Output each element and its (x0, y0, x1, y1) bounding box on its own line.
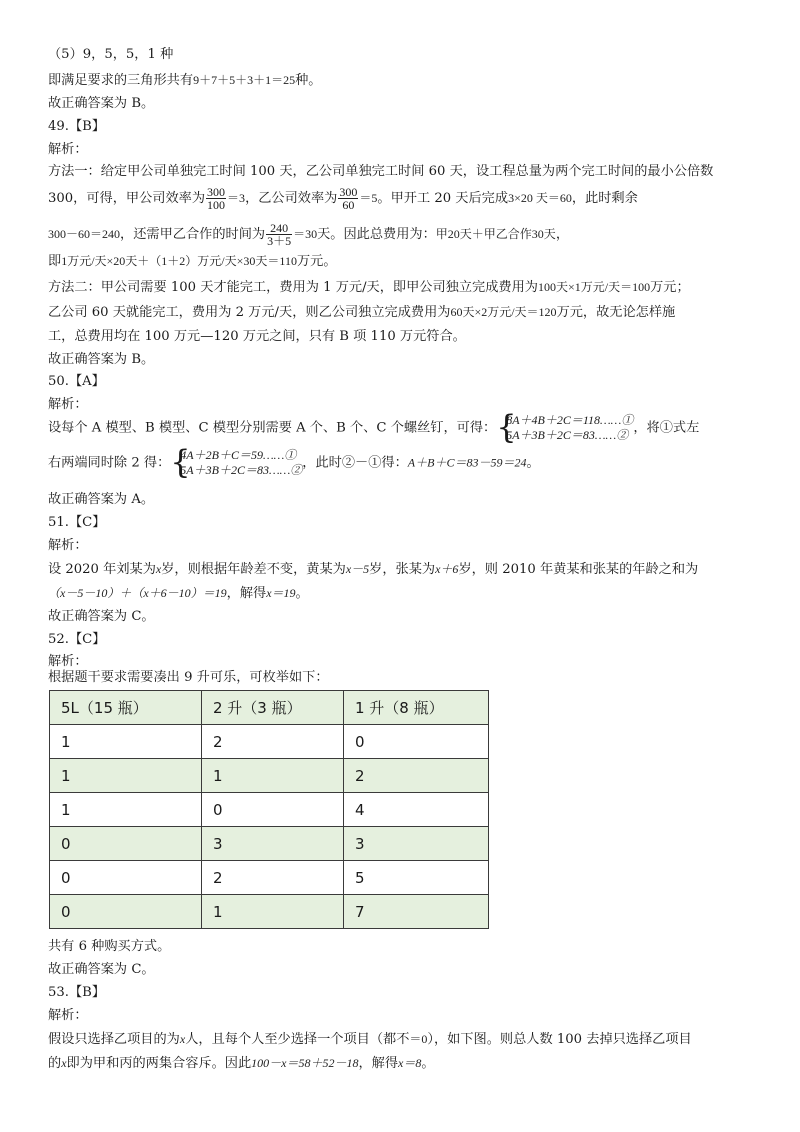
text-line: 根据题干要求需要凑出 9 升可乐，可枚举如下： (48, 670, 329, 685)
table-cell: 1 (202, 895, 344, 929)
table-row (50, 725, 489, 759)
equation-system: { 8A＋4B＋2C＝118……① 5A＋3B＋2C＝83……② (496, 413, 633, 443)
equation-system: { 4A＋2B＋C＝59……① 5A＋3B＋2C＝83……② (170, 448, 302, 478)
table-cell: 2 (344, 759, 489, 793)
text-line: 即满足要求的三角形共有9＋7＋5＋3＋1＝25种。 (48, 73, 322, 88)
text-line: 设每个 A 模型、B 模型、C 模型分别需要 A 个、B 个、C 个螺丝钉，可得： { 8A＋4B＋2C＝118……① 5A＋3B＋2C＝83……② ，将①式左 (48, 413, 699, 443)
text-line: （5）9，5，5，1 种 (48, 47, 174, 62)
math: 9＋7＋5＋3＋1＝25 (193, 73, 296, 87)
question-heading: 53.【B】 (48, 985, 106, 1000)
answer-line: 故正确答案为 C。 (48, 962, 155, 977)
answer-line: 故正确答案为 C。 (48, 609, 155, 624)
fraction: $\frac{240}{3+5}$ (267, 221, 292, 248)
text-line: 方法二：甲公司需要 100 天才能完工，费用为 1 万元/天，即甲公司独立完成费用为100天×1万元/天＝100万元； (48, 280, 690, 295)
text-line: 300－60＝240，还需甲乙合作的时间为 $\frac{240}{3+5}$ ＝30天。因此总费用为：甲20天＋甲乙合作30天， (48, 221, 569, 248)
table-cell: 7 (344, 895, 489, 929)
table-cell: 2 (202, 861, 344, 895)
table-row (50, 861, 489, 895)
table-cell: 0 (50, 827, 202, 861)
text-line: 乙公司 60 天就能完工，费用为 2 万元/天，则乙公司独立完成费用为60天×2万元/天＝120万元，故无论怎样施 (48, 305, 676, 320)
analysis-label: 解析： (48, 538, 88, 553)
table-cell: 0 (344, 725, 489, 759)
text-line: 的x即为甲和丙的两集合容斥。因此100－x＝58＋52－18，解得x＝8。 (48, 1056, 435, 1071)
question-heading: 50.【A】 (48, 374, 105, 389)
table-cell: 1 (202, 759, 344, 793)
table-cell: 0 (50, 895, 202, 929)
purchase-table (49, 690, 489, 929)
analysis-label: 解析： (48, 1008, 88, 1023)
text-line: 共有 6 种购买方式。 (48, 939, 171, 954)
analysis-label: 解析： (48, 654, 88, 669)
table-row (50, 759, 489, 793)
fraction: $\frac{300}{100}$ (207, 185, 226, 212)
table-row (50, 827, 489, 861)
question-heading: 49.【B】 (48, 119, 106, 134)
text-line: （x－5－10）＋（x＋6－10）＝19，解得x＝19。 (48, 586, 309, 601)
text-line: 方法一：给定甲公司单独完工时间 100 天，乙公司单独完工时间 60 天，设工程总量为两个完工时间的最小公倍数 (48, 164, 714, 179)
analysis-label: 解析： (48, 142, 88, 157)
fraction: $\frac{300}{60}$ (339, 185, 358, 212)
table-row (50, 895, 489, 929)
text-line: 即1万元/天×20天＋（1＋2）万元/天×30天＝110万元。 (48, 254, 337, 269)
table-cell: 5 (344, 861, 489, 895)
text-line: 工，总费用均在 100 万元—120 万元之间，只有 B 项 110 万元符合。 (48, 329, 466, 344)
table-header-cell: 2 升（3 瓶） (202, 691, 344, 725)
table-row (50, 793, 489, 827)
analysis-label: 解析： (48, 397, 88, 412)
answer-line: 故正确答案为 A。 (48, 492, 155, 507)
table-cell: 0 (50, 861, 202, 895)
table-cell: 0 (202, 793, 344, 827)
text-line: 设 2020 年刘某为x岁，则根据年龄差不变，黄某为x－5岁，张某为x＋6岁，则 2010 年黄某和张某的年龄之和为 (48, 562, 699, 577)
table-header-row (50, 691, 489, 725)
table-cell: 3 (202, 827, 344, 861)
text-line: 300，可得，甲公司效率为 $\frac{300}{100}$ ＝3，乙公司效率为 $\frac{300}{60}$ ＝5。甲开工 20 天后完成3×20 天＝60，此时剩余 (48, 185, 638, 212)
table-header-cell: 5L（15 瓶） (50, 691, 202, 725)
table-header-cell: 1 升（8 瓶） (344, 691, 489, 725)
answer-line: 故正确答案为 B。 (48, 352, 155, 367)
table-cell: 1 (50, 759, 202, 793)
table-cell: 1 (50, 793, 202, 827)
table-cell: 4 (344, 793, 489, 827)
text-line: 右两端同时除 2 得： { 4A＋2B＋C＝59……① 5A＋3B＋2C＝83……② ，此时②－①得：A＋B＋C＝83－59＝24。 (48, 448, 540, 478)
table-cell: 3 (344, 827, 489, 861)
table-cell: 1 (50, 725, 202, 759)
text-line: 假设只选择乙项目的为x人，且每个人至少选择一个项目（都不＝0），如下图。则总人数 100 去掉只选择乙项目 (48, 1032, 692, 1047)
answer-line: 故正确答案为 B。 (48, 96, 155, 111)
table-cell: 2 (202, 725, 344, 759)
question-heading: 51.【C】 (48, 515, 106, 530)
question-heading: 52.【C】 (48, 632, 106, 647)
